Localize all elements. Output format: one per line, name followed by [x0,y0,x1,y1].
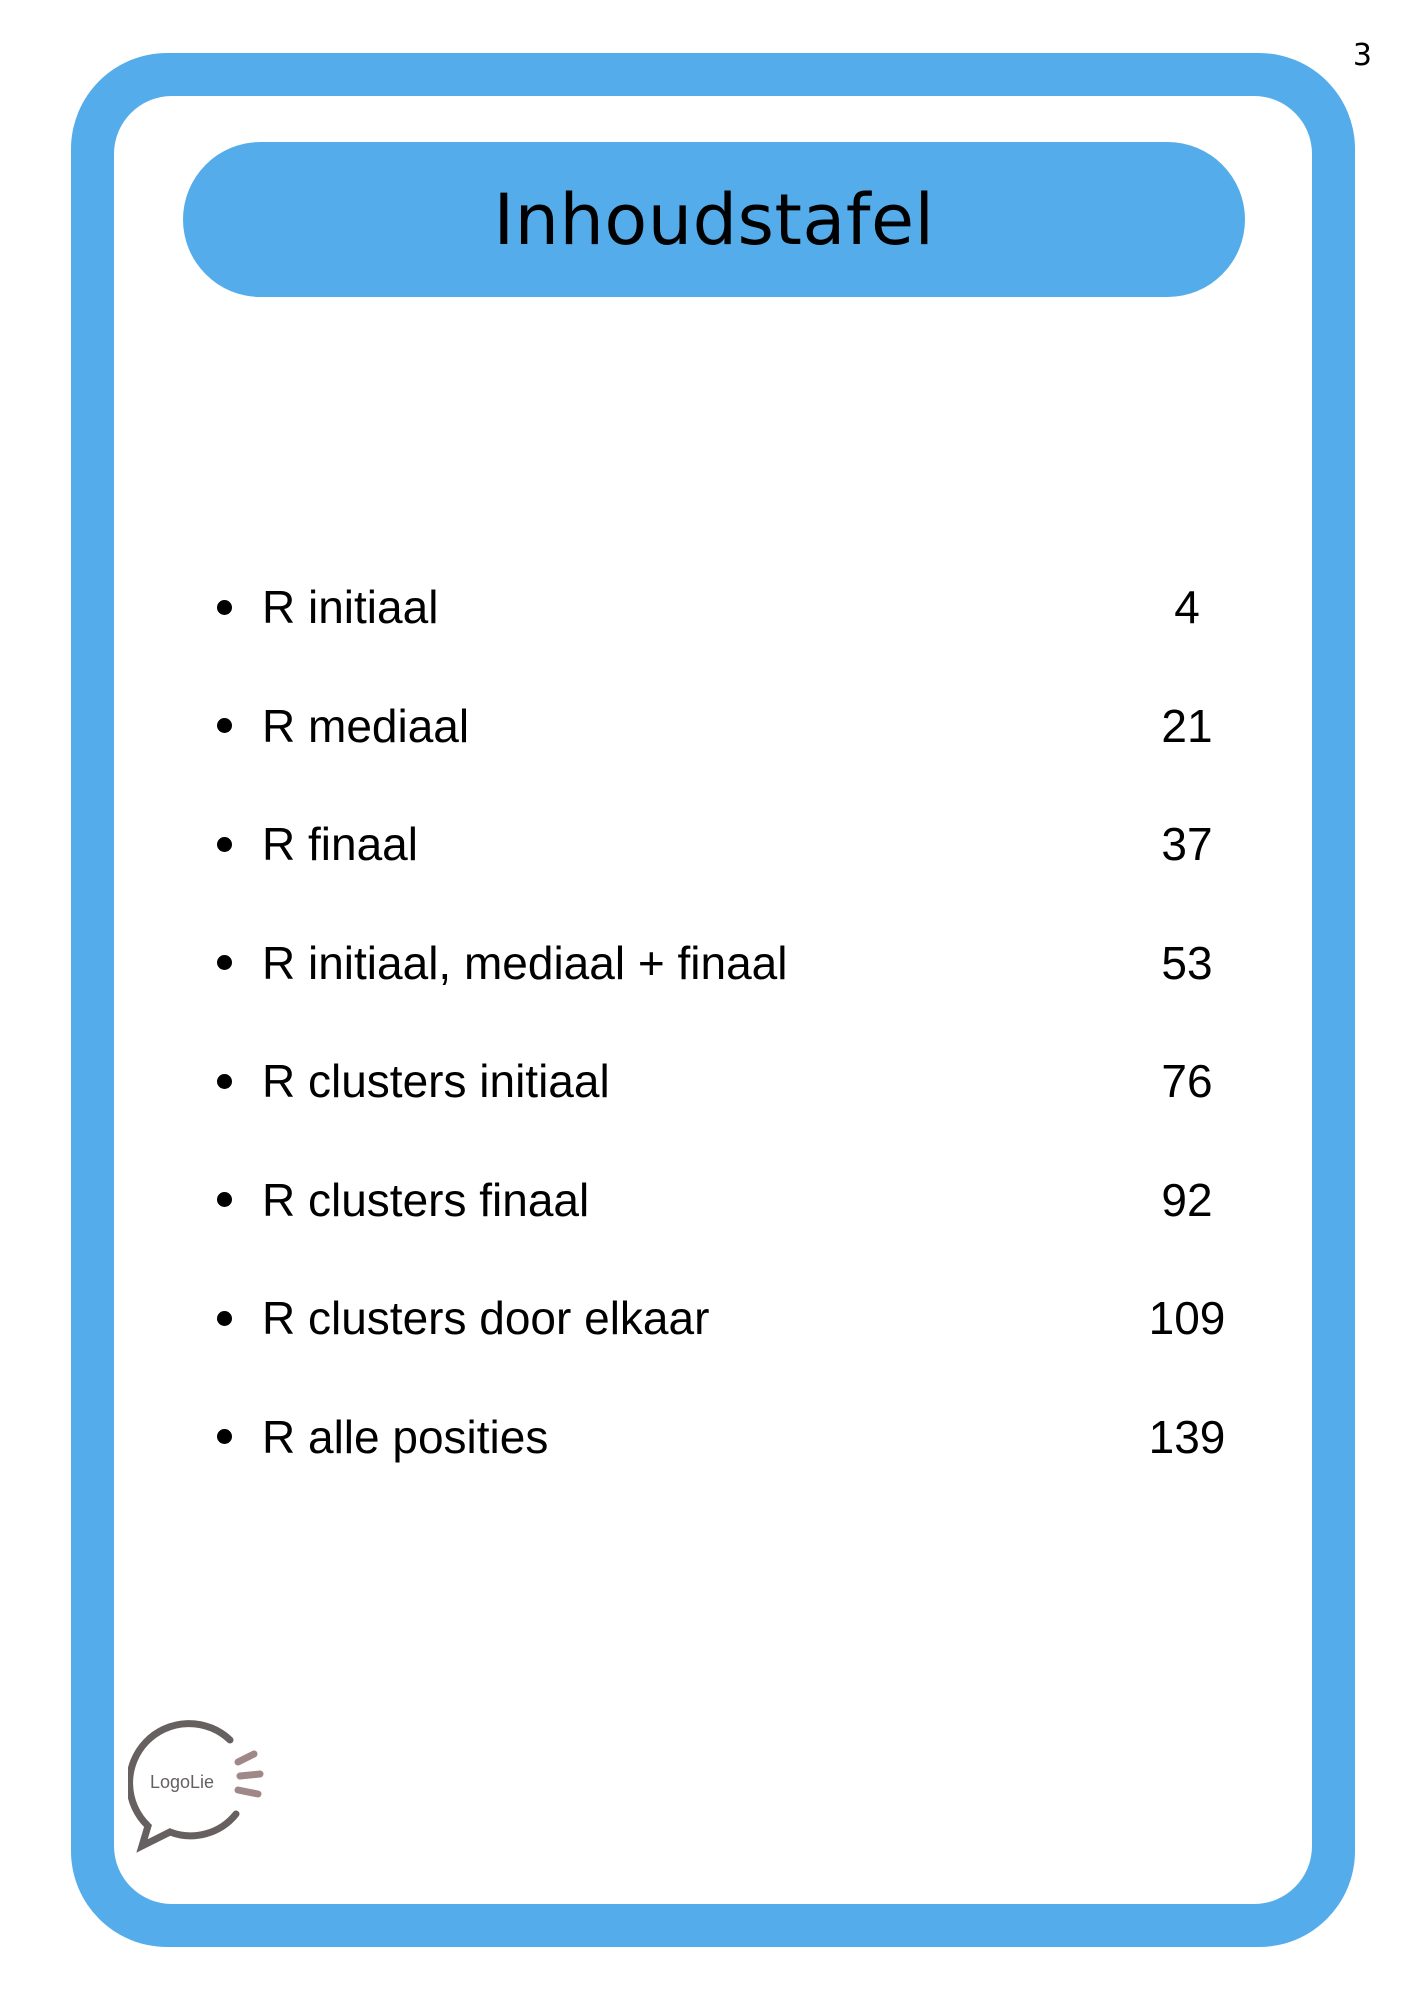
toc-page: 92 [1161,1173,1213,1226]
toc-label: R initiaal [262,581,439,634]
toc-page: 53 [1161,936,1213,989]
toc-label: R clusters finaal [262,1173,590,1226]
toc-entry[interactable] [217,1259,1226,1378]
bullet-icon [217,1311,232,1326]
toc-page: 21 [1161,699,1213,752]
toc-label: R clusters initiaal [262,1055,610,1108]
bullet-icon [217,1429,232,1444]
toc-entry[interactable] [217,1378,1226,1497]
toc-label: R mediaal [262,699,470,752]
toc-page: 109 [1148,1292,1226,1345]
bullet-icon [217,600,232,615]
toc-entry[interactable] [217,667,1217,786]
content-area [114,96,1312,1904]
toc-label: R clusters door elkaar [262,1292,710,1345]
bullet-icon [217,1192,232,1207]
speech-bubble-icon [128,1718,278,1858]
toc-label: R alle posities [262,1410,549,1463]
toc-page: 37 [1161,818,1213,871]
bullet-icon [217,837,232,852]
bullet-icon [217,955,232,970]
toc-page: 4 [1174,581,1200,634]
page-number: 3 [1352,38,1372,73]
toc-entry[interactable] [217,1141,1217,1260]
toc-entry[interactable] [217,904,1217,1023]
table-of-contents [217,548,1226,1496]
toc-page: 139 [1148,1410,1226,1463]
page-frame [71,53,1355,1947]
page-title: Inhoudstafel [493,178,935,261]
toc-entry[interactable] [217,785,1217,904]
bullet-icon [217,718,232,733]
title-banner [183,142,1245,297]
toc-entry[interactable] [217,1022,1217,1141]
logolie-logo [128,1718,278,1858]
bullet-icon [217,1074,232,1089]
toc-label: R initiaal, mediaal + finaal [262,936,788,989]
toc-page: 76 [1161,1055,1213,1108]
logo-text: LogoLie [150,1772,215,1792]
toc-label: R finaal [262,818,418,871]
toc-entry[interactable] [217,548,1217,667]
